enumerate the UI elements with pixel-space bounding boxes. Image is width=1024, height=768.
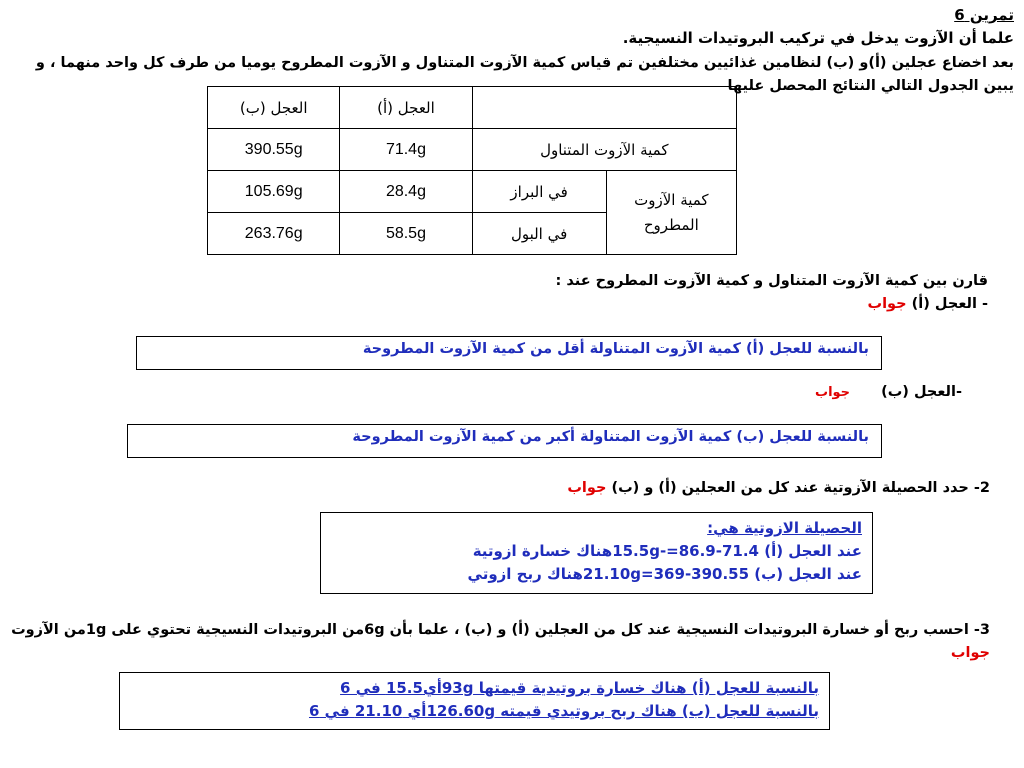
question-1-calf-b bbox=[815, 384, 962, 400]
answer-label: جواب bbox=[867, 296, 907, 312]
table-header-calf-b: العجل (ب) bbox=[208, 87, 340, 129]
answer-box-3 bbox=[119, 672, 830, 730]
row-label-feces: في البراز bbox=[472, 171, 606, 213]
question-2-prompt: 2- حدد الحصيلة الآزوتية عند كل من العجلين (أ) و (ب) bbox=[611, 480, 990, 496]
answer-label: جواب bbox=[950, 645, 990, 661]
urine-a: 58.5g bbox=[340, 213, 472, 255]
answer-box-2 bbox=[320, 512, 873, 594]
table-row bbox=[208, 87, 737, 129]
question-1 bbox=[556, 270, 988, 316]
answer-2-line-b: عند العجل (ب) 390.55-369=21.10gهناك ربح ازوتي bbox=[467, 565, 862, 583]
answer-label: جواب bbox=[815, 385, 851, 400]
calf-b-label: -العجل (ب) bbox=[881, 384, 962, 400]
answer-3-line-a: بالنسبة للعجل (أ) هناك خسارة بروتيدية قيمتها 93gأي15.5 في 6 bbox=[340, 679, 819, 697]
intake-b: 390.55g bbox=[208, 129, 340, 171]
answer-label: جواب bbox=[567, 480, 607, 496]
answer-2-line-a: عند العجل (أ) 71.4-86.9=-15.5gهناك خسارة ازوتية bbox=[472, 542, 862, 560]
exercise-intro: علما أن الآزوت يدخل في تركيب البروتيدات النسيجية. bbox=[622, 29, 1014, 47]
answer-3-line-b: بالنسبة للعجل (ب) هناك ربح بروتيدي قيمته 126.60gأي 21.10 في 6 bbox=[308, 702, 819, 720]
row-label-intake: كمية الآزوت المتناول bbox=[472, 129, 736, 171]
table-row bbox=[208, 171, 737, 213]
question-3-prompt: 3- احسب ربح أو خسارة البروتيدات النسيجية عند كل من العجلين (أ) و (ب) ، علما بأن 6gمن البروتيدات النسيجية تحتوي على 1gمن الآزوت bbox=[11, 622, 990, 638]
row-label-excreted: كمية الآزوت المطروح bbox=[606, 171, 736, 255]
question-1-prompt: قارن بين كمية الآزوت المتناول و كمية الآزوت المطروح عند : bbox=[555, 273, 988, 289]
intake-a: 71.4g bbox=[340, 129, 472, 171]
table-header-empty bbox=[472, 87, 736, 129]
feces-b: 105.69g bbox=[208, 171, 340, 213]
feces-a: 28.4g bbox=[340, 171, 472, 213]
answer-1a-text: بالنسبة للعجل (أ) كمية الآزوت المتناولة أقل من كمية الآزوت المطروحة bbox=[362, 341, 869, 357]
table-row bbox=[208, 129, 737, 171]
answer-box-1b bbox=[127, 424, 882, 458]
answer-2-heading: الحصيلة الازوتية هي: bbox=[707, 519, 862, 537]
urine-b: 263.76g bbox=[208, 213, 340, 255]
table-header-calf-a: العجل (أ) bbox=[340, 87, 472, 129]
exercise-title: تمرين 6 bbox=[954, 6, 1014, 24]
question-3 bbox=[10, 619, 990, 665]
calf-a-label: - العجل (أ) bbox=[911, 296, 988, 312]
nitrogen-table bbox=[207, 86, 737, 255]
question-1-calf-a bbox=[556, 293, 988, 316]
row-label-urine: في البول bbox=[472, 213, 606, 255]
exercise-paragraph: بعد اخضاع عجلين (أ)و (ب) لنظامين غذائيين مختلفين تم قياس كمية الآزوت المتناول و الآزوت المطروح يوميا من طرف كل واحد منهما ، و يبين الجدول التالي النتائج المحصل عليها bbox=[35, 55, 1014, 94]
answer-1b-text: بالنسبة للعجل (ب) كمية الآزوت المتناولة أكبر من كمية الآزوت المطروحة bbox=[352, 429, 869, 445]
question-2 bbox=[567, 480, 990, 496]
answer-box-1a bbox=[136, 336, 882, 370]
